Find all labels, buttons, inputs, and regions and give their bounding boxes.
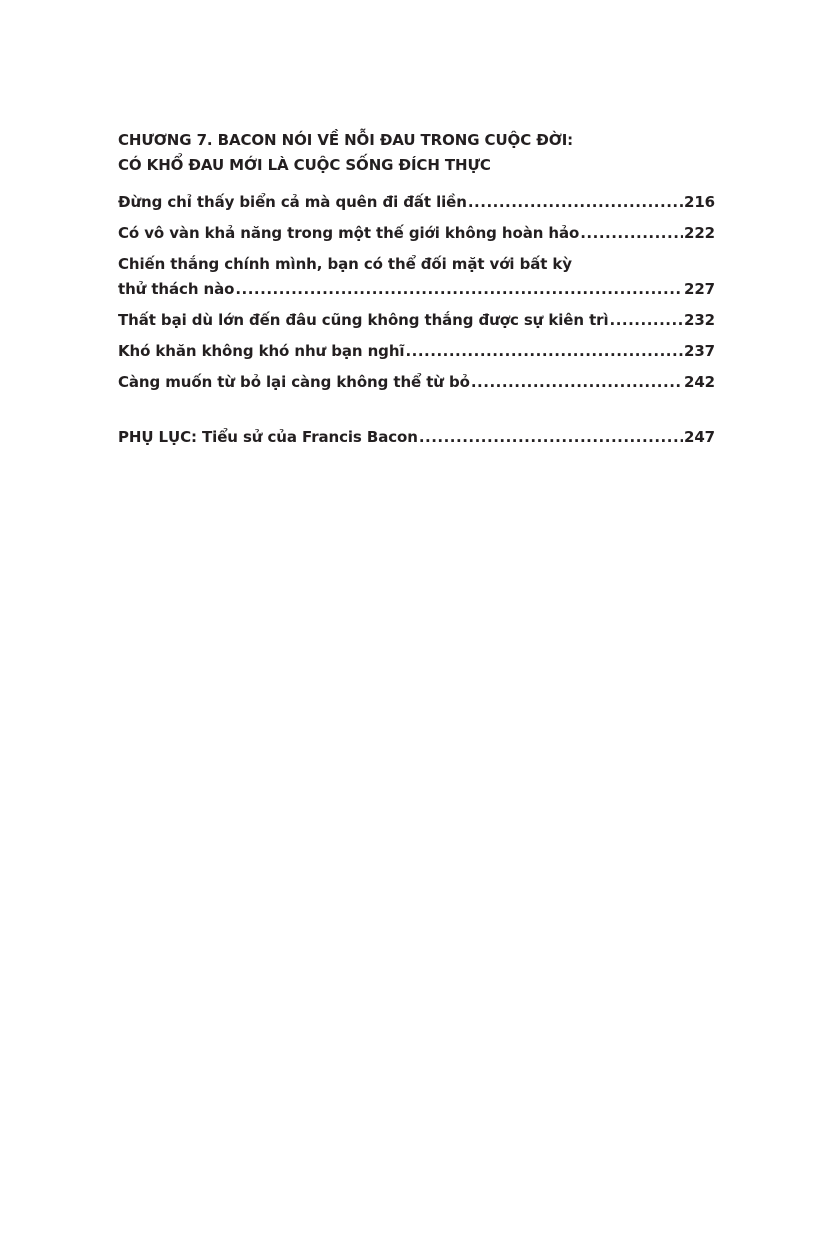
- toc-entry-title-line-2: thử thách nào: [118, 280, 235, 298]
- toc-entry[interactable]: [118, 308, 715, 333]
- dot-leader: [471, 370, 683, 395]
- dot-leader: [405, 339, 683, 364]
- toc-entry-page: 216: [683, 193, 715, 211]
- toc-entry-page: 222: [683, 224, 715, 242]
- toc-entry-title-line-1: Chiến thắng chính mình, bạn có thể đối mặt với bất kỳ: [118, 255, 572, 273]
- toc-entry-page: 237: [683, 342, 715, 360]
- toc-entry-title: Đừng chỉ thấy biển cả mà quên đi đất liền: [118, 193, 467, 211]
- chapter-title-line-2: CÓ KHỔ ĐAU MỚI LÀ CUỘC SỐNG ĐÍCH THỰC: [118, 156, 491, 174]
- dot-leader: [235, 277, 683, 302]
- dot-leader: [580, 221, 683, 246]
- toc-entry-title: Thất bại dù lớn đến đâu cũng không thắng được sự kiên trì: [118, 311, 609, 329]
- toc-entry-appendix[interactable]: [118, 425, 715, 450]
- toc-entry-page: 227: [683, 280, 715, 298]
- toc-entry-page: 232: [683, 311, 715, 329]
- dot-leader: [468, 190, 683, 215]
- toc-entry-page: 242: [683, 373, 715, 391]
- appendix-page: 247: [683, 428, 715, 446]
- dot-leader: [610, 308, 683, 333]
- dot-leader: [419, 425, 683, 450]
- toc-entry[interactable]: [118, 339, 715, 364]
- toc-entry[interactable]: [118, 370, 715, 395]
- toc-page: [118, 128, 715, 456]
- toc-list: [118, 190, 715, 450]
- toc-entry-title: Có vô vàn khả năng trong một thế giới không hoàn hảo: [118, 224, 580, 242]
- toc-entry[interactable]: [118, 221, 715, 246]
- toc-entry[interactable]: [118, 190, 715, 215]
- chapter-title-line-1: CHƯƠNG 7. BACON NÓI VỀ NỖI ĐAU TRONG CUỘC ĐỜI:: [118, 131, 574, 149]
- chapter-title: [118, 128, 715, 178]
- toc-entry[interactable]: [118, 252, 715, 302]
- toc-entry-title: Càng muốn từ bỏ lại càng không thể từ bỏ: [118, 373, 470, 391]
- toc-entry-title: Khó khăn không khó như bạn nghĩ: [118, 342, 405, 360]
- appendix-title: PHỤ LỤC: Tiểu sử của Francis Bacon: [118, 428, 418, 446]
